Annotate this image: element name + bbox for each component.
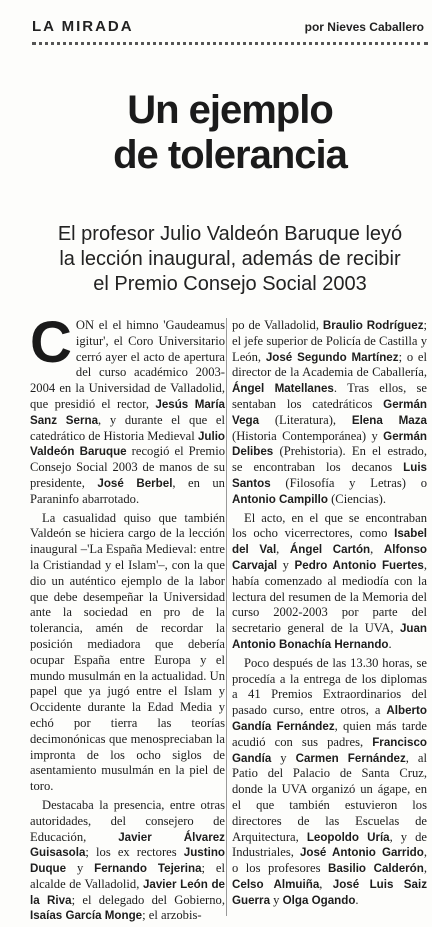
text-run: , había comenzado al mediodía con la lectura del resumen de la Memoria del curso 2002-2003 por parte del secretario general de la UVA, [232,557,427,636]
text-run: y [271,750,296,765]
text-run: ; o el director de la Academia de Caballería, [232,349,428,380]
text-run: (Ciencias). [327,491,387,506]
section-label: LA MIRADA [32,18,134,35]
text-run: y [277,557,295,572]
person-name: Javier Álvarez Guisasola [30,830,225,860]
person-name: Pedro Antonio Fuertes [294,558,424,572]
person-name: Elena Maza [351,413,427,427]
section-header [0,0,432,40]
subheadline-line-1: El profesor Julio Valdeón Baruque leyó [57,223,403,245]
text-run: . [388,636,392,651]
headline-line-1: Un ejemplo [127,88,333,132]
subheadline-line-3: el Premio Consejo Social 2003 [93,273,367,295]
paragraph [232,656,427,909]
person-name: Olga Ogando [282,893,356,907]
text-run: , y durante el que el catedrático de Historia Medieval [30,412,226,443]
text-run: , [370,542,384,557]
text-run: , o los profesores [232,845,427,876]
person-name: Ángel Cartón [289,543,371,557]
person-name: Celso Almuiña [232,877,320,891]
text-run: , en un Paraninfo abarrotado. [30,475,225,506]
person-name: Luis Santos [232,461,427,490]
person-name: Alberto Gandía Fernández [232,704,427,733]
text-run: ; el arzobis- [142,908,202,923]
text-run: , [276,542,290,557]
person-name: José Segundo Martínez [265,350,399,364]
person-name: José Berbel [97,476,173,490]
text-run: (Filosofía y Letras) o [270,475,427,490]
person-name: Leopoldo Uría [306,830,390,844]
paragraph: La casualidad quiso que también Valdeón se hiciera cargo de la lección inaugural –'La España Medieval: entre la Cristiandad y el Islam'–, con la que dio un auténtico ejemplo de la labor que debe desempeñar la Universidad ante la sociedad en pro de la tolerancia, amén de recordar la posición mediadora que debería ocupar España entre Europa y el mundo musulmán en la actualidad. Un papel que ya jugó entre el Islam y Occidente durante la Edad Media y echó por tierra las teorías decimonónicas que menospreciaban la impronta de los ocho siglos de asentamiento musulmán en la piel de toro. [30,510,225,794]
person-name: Antonio Campillo [232,492,328,506]
text-run: , quien más tarde acudió con sus padres, [232,718,428,749]
article-column-1 [30,310,226,927]
text-run: . Tras ellos, se sentaban los catedráticos [232,381,427,411]
text-run: Poco después de las 13.30 horas, se procedía a la entrega de los diplomas a 41 Premios Extraordinarios del pasado curso, entre otros, a [232,655,427,718]
text-run: (Prehistoria). En el estrado, se encontraban los decanos [232,444,427,475]
header-divider [32,42,428,45]
text-run: ; el jefe superior de Policía de Castilla y León, [232,318,427,364]
headline-line-2: de tolerancia [113,133,347,177]
text-run: , [319,876,333,891]
text-run: ON el el himno 'Gaudeamus igitur', el Coro Universitario cerró ayer el acto de apertura del curso académico 2003-2004 en la Universidad de Valladolid, que presidió el rector, [30,318,225,411]
text-run: ; los ex rectores [85,845,184,860]
text-run: y [66,861,95,876]
text-run: y [270,892,283,907]
person-name: Alfonso Carvajal [232,543,428,572]
person-name: Ángel Matellanes [232,382,334,396]
drop-cap: C [30,310,72,375]
text-run: recogió el Premio Consejo Social 2003 de manos de su presidente, [30,444,225,490]
person-name: José Luis Saiz Guerra [232,877,427,907]
person-name: Isabel del Val [232,527,427,557]
person-name: Carmen Fernández [295,751,406,765]
person-name: Javier León de la Riva [30,877,225,907]
paragraph [232,511,427,653]
text-run: El acto, en el que se encontraban los ocho vicerrectores, como [232,510,427,541]
person-name: Justino Duque [30,846,225,876]
person-name: Isaías García Monge [30,909,143,923]
column-divider [226,318,227,916]
subheadline [30,222,430,297]
text-run: (Literatura), [259,412,352,427]
text-run: po de Valladolid, [232,318,323,332]
headline [30,88,430,178]
text-run: ; el alcalde de Valladolid, [30,861,225,891]
paragraph [30,310,226,508]
person-name: Basilio Calderón [327,862,424,876]
paragraph [232,318,427,508]
person-name: Juan Antonio Bonachía Hernando [232,622,427,651]
person-name: Julio Valdeón Baruque [30,429,225,459]
text-run: , y de Industriales, [232,829,427,860]
text-run: . [355,892,359,907]
author-byline: por Nieves Caballero [304,20,424,34]
text-run: (Historia Contemporánea) y [232,428,384,443]
person-name: Jesús María Sanz Serna [30,397,225,427]
paragraph [30,798,225,924]
subheadline-line-2: la lección inaugural, además de recibir [59,248,401,270]
person-name: Germán Delibes [232,429,427,459]
text-run: , [423,861,427,876]
text-run: , al Patio del Palacio de Santa Cruz, donde la UVA organizó un ágape, en el que también estuvieron los directores de las Escuelas de Arquitectura, [232,750,428,844]
person-name: José Antonio Garrido [299,846,424,860]
article-column-2 [232,318,427,911]
text-run: ; el delegado del Gobierno, [71,892,225,907]
person-name: Francisco Gandía [232,735,427,765]
text-run: Destacaba la presencia, entre otras autoridades, del consejero de Educación, [30,797,225,844]
person-name: Braulio Rodríguez [322,319,424,332]
person-name: Fernando Tejerina [94,862,202,876]
person-name: Germán Vega [232,397,427,427]
